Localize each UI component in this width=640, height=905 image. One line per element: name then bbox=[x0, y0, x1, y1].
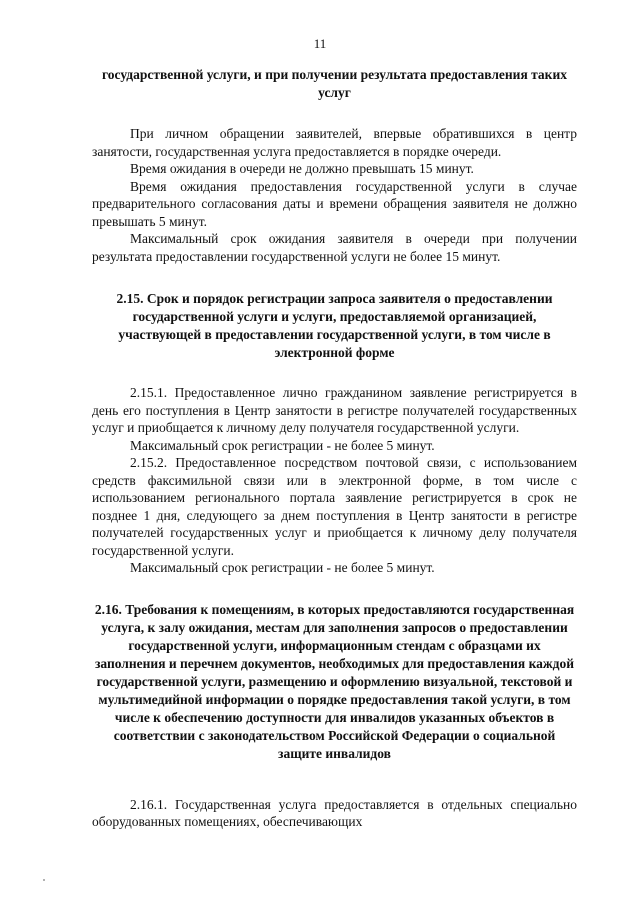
document-body bbox=[92, 66, 577, 831]
section-2-15-paragraph: 2.15.1. Предоставленное лично гражданином заявление регистрируется в день его поступления в Центр занятости в регистре получателей государственных услуг и приобщается к личному делу получателя государственной услуги. bbox=[92, 385, 577, 435]
intro-paragraph: Время ожидания в очереди не должно превышать 15 минут. bbox=[130, 161, 474, 176]
section-heading-2-16: 2.16. Требования к помещениям, в которых предоставляются государственная услуга, к залу ожидания, местам для заполнения запросов о предоставлении государственной услуги, информационным стендам с образцами их заполнения и перечнем документов, необходимых для предоставления каждой государственной услуги, размещению и оформлению визуальной, текстовой и мультимедийной информации о порядке предоставления такой услуги, в том числе к обеспечению доступности для инвалидов указанных объектов в соответствии с законодательством Российской Федерации о социальной защите инвалидов bbox=[94, 601, 575, 761]
intro-paragraph: Максимальный срок ожидания заявителя в очереди при получении результата предоставлении государственной услуги не более 15 минут. bbox=[92, 231, 577, 264]
intro-paragraph: При личном обращении заявителей, впервые обратившихся в центр занятости, государственная услуга предоставляется в порядке очереди. bbox=[92, 126, 577, 159]
continued-heading: государственной услуги, и при получении результата предоставления таких услуг bbox=[102, 67, 567, 100]
page-number: 11 bbox=[313, 36, 327, 51]
section-heading-2-15: 2.15. Срок и порядок регистрации запроса заявителя о предоставлении государственной услуги и услуги, предоставляемой организацией, участвующей в предоставлении государственной услуги, в том числе в электронной форме bbox=[116, 291, 553, 360]
scan-speck bbox=[43, 879, 45, 881]
intro-paragraph: Время ожидания предоставления государственной услуги в случае предварительного согласования даты и времени обращения заявителя не должно превышать 5 минут. bbox=[92, 178, 577, 229]
section-2-15-paragraph: Максимальный срок регистрации - не более 5 минут. bbox=[130, 560, 435, 575]
section-2-15-paragraph: 2.15.2. Предоставленное посредством почтовой связи, с использованием средств факсимильной связи или в электронной форме, в том числе с использованием регионального портала заявление регистрируется в срок не позднее 1 дня, следующего за днем поступления в Центр занятости в регистре получателей государственных услуг и приобщается к личному делу получателя государственной услуги. bbox=[92, 455, 577, 558]
section-2-16-paragraph: 2.16.1. Государственная услуга предоставляется в отдельных специально оборудованных помещениях, обеспечивающих bbox=[92, 796, 577, 829]
section-2-15-paragraph: Максимальный срок регистрации - не более 5 минут. bbox=[130, 437, 435, 453]
